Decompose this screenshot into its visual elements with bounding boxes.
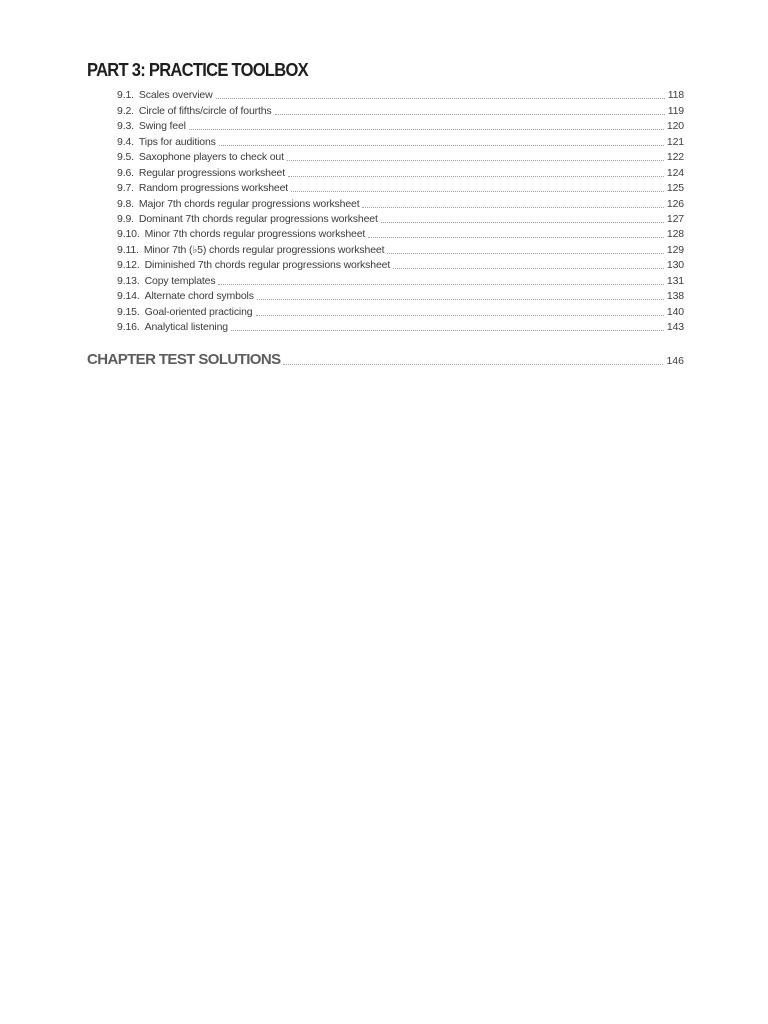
toc-entry-title: Alternate chord symbols	[144, 290, 254, 303]
toc-entry-number: 9.14.	[117, 290, 140, 303]
toc-row	[117, 101, 684, 116]
toc-entry-number: 9.12.	[117, 259, 140, 272]
toc-entry-page: 121	[666, 135, 684, 148]
toc-entry-page: 118	[667, 89, 684, 102]
toc-entry-title: Minor 7th chords regular progressions worksheet	[144, 228, 366, 241]
toc-row	[117, 287, 684, 302]
toc-entry-page: 131	[666, 274, 684, 287]
toc-row	[117, 240, 684, 255]
toc-entry-title: Random progressions worksheet	[138, 182, 289, 195]
toc-entry-page: 122	[666, 151, 684, 164]
toc-entry-number: 9.1.	[117, 89, 134, 102]
solutions-page-number: 146	[666, 355, 684, 367]
toc-row	[117, 225, 684, 240]
toc-entry-title: Minor 7th (♭5) chords regular progressions worksheet	[143, 243, 385, 256]
toc-list	[117, 86, 684, 333]
toc-entry-number: 9.15.	[117, 305, 140, 318]
toc-entry-page: 143	[666, 321, 684, 333]
dot-leader	[275, 114, 665, 115]
toc-entry-title: Scales overview	[138, 89, 213, 102]
toc-entry-number: 9.10.	[117, 228, 140, 241]
toc-entry-title: Diminished 7th chords regular progressions worksheet	[144, 259, 391, 272]
solutions-title: CHAPTER TEST SOLUTIONS	[87, 351, 281, 368]
dot-leader	[219, 145, 664, 146]
toc-entry-page: 126	[666, 197, 684, 210]
toc-entry-number: 9.8.	[117, 197, 134, 210]
toc-row	[117, 302, 684, 317]
toc-entry-title: Analytical listening	[144, 321, 228, 333]
dot-leader	[287, 160, 664, 161]
toc-entry-number: 9.2.	[117, 104, 134, 117]
dot-leader	[291, 191, 664, 192]
toc-entry-page: 138	[666, 290, 684, 303]
dot-leader	[256, 315, 664, 316]
toc-entry-number: 9.3.	[117, 120, 134, 133]
toc-entry-title: Swing feel	[138, 120, 186, 133]
dot-leader	[368, 237, 664, 238]
toc-row	[117, 148, 684, 163]
toc-entry-title: Goal-oriented practicing	[144, 305, 253, 318]
toc-entry-page: 129	[666, 243, 684, 256]
toc-entry-number: 9.9.	[117, 212, 134, 225]
toc-entry-number: 9.4.	[117, 135, 134, 148]
toc-row	[117, 86, 684, 101]
dot-leader	[216, 98, 665, 99]
toc-row	[117, 179, 684, 194]
toc-entry-page: 120	[666, 120, 684, 133]
dot-leader	[189, 129, 664, 130]
toc-entry-page: 130	[666, 259, 684, 272]
dot-leader	[257, 299, 664, 300]
toc-entry-title: Major 7th chords regular progressions worksheet	[138, 197, 360, 210]
toc-row	[117, 117, 684, 132]
toc-entry-page: 127	[666, 212, 684, 225]
dot-leader	[231, 330, 664, 331]
toc-row	[117, 318, 684, 333]
dot-leader	[381, 222, 664, 223]
toc-entry-page: 125	[666, 182, 684, 195]
toc-entry-number: 9.5.	[117, 151, 134, 164]
toc-entry-number: 9.11.	[117, 243, 139, 256]
toc-entry-title: Copy templates	[144, 274, 216, 287]
toc-entry-title: Tips for auditions	[138, 135, 216, 148]
toc-row	[117, 210, 684, 225]
dot-leader	[393, 268, 664, 269]
toc-entry-title: Circle of fifths/circle of fourths	[138, 104, 272, 117]
toc-entry-number: 9.7.	[117, 182, 134, 195]
toc-row	[117, 256, 684, 271]
dot-leader	[283, 364, 663, 365]
toc-entry-page: 128	[666, 228, 684, 241]
toc-entry-number: 9.6.	[117, 166, 134, 179]
dot-leader	[362, 207, 663, 208]
toc-entry-number: 9.13.	[117, 274, 140, 287]
toc-row	[117, 132, 684, 147]
toc-entry-title: Saxophone players to check out	[138, 151, 284, 164]
toc-entry-page: 140	[666, 305, 684, 318]
part-title: PART 3: PRACTICE TOOLBOX	[87, 60, 308, 80]
toc-entry-page: 119	[667, 104, 684, 117]
solutions-row	[87, 349, 684, 367]
toc-row	[117, 194, 684, 209]
dot-leader	[387, 253, 664, 254]
toc-entry-title: Dominant 7th chords regular progressions worksheet	[138, 212, 378, 225]
toc-row	[117, 163, 684, 178]
toc-row	[117, 271, 684, 286]
toc-content	[87, 61, 684, 367]
dot-leader	[288, 176, 664, 177]
toc-entry-number: 9.16.	[117, 321, 140, 333]
dot-leader	[218, 284, 663, 285]
toc-entry-page: 124	[666, 166, 684, 179]
toc-entry-title: Regular progressions worksheet	[138, 166, 285, 179]
